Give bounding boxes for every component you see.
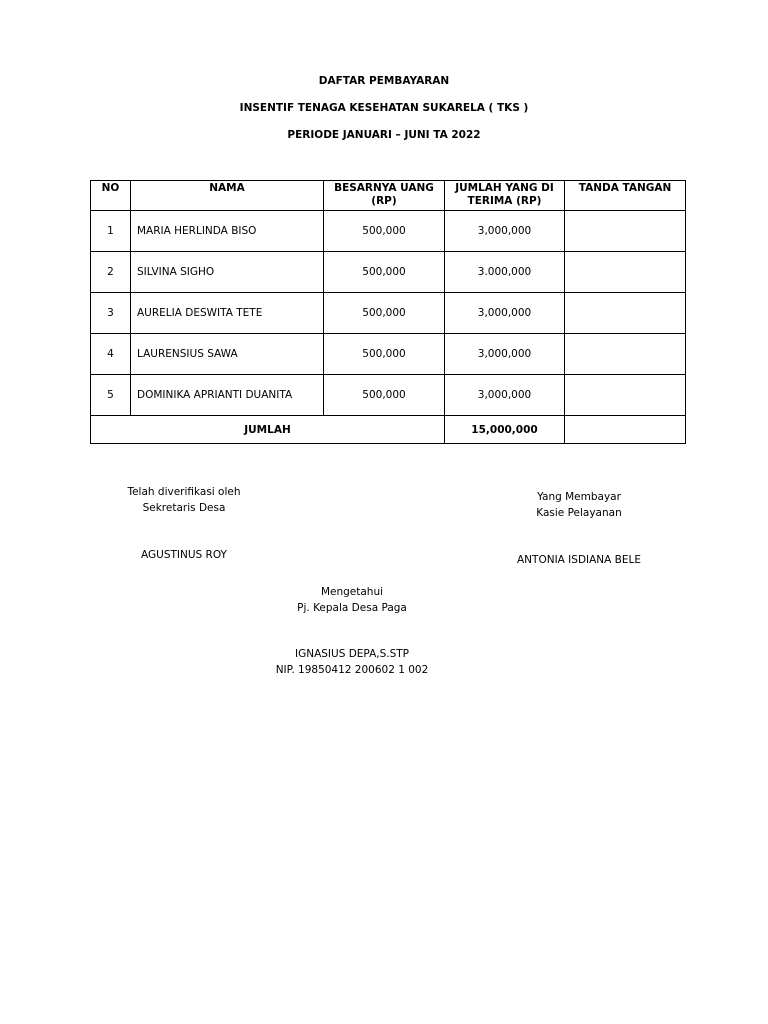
- payer-caption: Yang Membayar: [537, 491, 621, 503]
- row-besarnya: 500,000: [324, 293, 445, 334]
- row-jumlah: 3,000,000: [445, 334, 565, 375]
- document-title: DAFTAR PEMBAYARAN: [318, 75, 450, 87]
- row-no: 2: [91, 252, 131, 293]
- document-period: PERIODE JANUARI – JUNI TA 2022: [287, 129, 481, 141]
- header-besarnya: [324, 181, 445, 211]
- payer-role: Kasie Pelayanan: [536, 507, 622, 519]
- row-tanda-tangan: [565, 252, 686, 293]
- header-jumlah-line1: JUMLAH YANG DI: [455, 182, 554, 194]
- verifier-caption: Telah diverifikasi oleh: [127, 486, 241, 498]
- table-header-row: [91, 181, 686, 211]
- row-jumlah: 3,000,000: [445, 375, 565, 416]
- header-nama: NAMA: [131, 181, 324, 211]
- row-tanda-tangan: [565, 375, 686, 416]
- row-jumlah: 3.000,000: [445, 252, 565, 293]
- header-jumlah-line2: TERIMA (RP): [467, 195, 542, 207]
- document-subtitle: INSENTIF TENAGA KESEHATAN SUKARELA ( TKS ): [239, 102, 529, 114]
- verifier-role: Sekretaris Desa: [142, 502, 226, 514]
- row-besarnya: 500,000: [324, 334, 445, 375]
- row-nama: AURELIA DESWITA TETE: [131, 293, 324, 334]
- approver-caption: Mengetahui: [320, 586, 384, 598]
- row-besarnya: 500,000: [324, 375, 445, 416]
- total-label: JUMLAH: [91, 416, 445, 444]
- row-nama: SILVINA SIGHO: [131, 252, 324, 293]
- table-row: [91, 334, 686, 375]
- approver-role: Pj. Kepala Desa Paga: [297, 602, 407, 614]
- row-nama: DOMINIKA APRIANTI DUANITA: [131, 375, 324, 416]
- total-value: 15,000,000: [445, 416, 565, 444]
- header-tanda-tangan: TANDA TANGAN: [565, 181, 686, 211]
- row-tanda-tangan: [565, 293, 686, 334]
- table-row: [91, 375, 686, 416]
- row-tanda-tangan: [565, 334, 686, 375]
- header-jumlah: [445, 181, 565, 211]
- row-nama: LAURENSIUS SAWA: [131, 334, 324, 375]
- table-total-row: [91, 416, 686, 444]
- header-besarnya-line1: BESARNYA UANG: [334, 182, 434, 194]
- row-jumlah: 3,000,000: [445, 211, 565, 252]
- row-tanda-tangan: [565, 211, 686, 252]
- row-no: 5: [91, 375, 131, 416]
- payment-table: [90, 180, 686, 444]
- row-besarnya: 500,000: [324, 211, 445, 252]
- approver-nip: NIP. 19850412 200602 1 002: [275, 664, 429, 676]
- header-no: NO: [91, 181, 131, 211]
- row-no: 1: [91, 211, 131, 252]
- row-besarnya: 500,000: [324, 252, 445, 293]
- row-jumlah: 3,000,000: [445, 293, 565, 334]
- table-row: [91, 211, 686, 252]
- header-besarnya-line2: (RP): [371, 195, 397, 207]
- total-tanda-tangan: [565, 416, 686, 444]
- row-no: 3: [91, 293, 131, 334]
- table-row: [91, 252, 686, 293]
- payer-name: ANTONIA ISDIANA BELE: [516, 554, 642, 566]
- table-row: [91, 293, 686, 334]
- row-no: 4: [91, 334, 131, 375]
- row-nama: MARIA HERLINDA BISO: [131, 211, 324, 252]
- verifier-name: AGUSTINUS ROY: [141, 549, 227, 561]
- approver-name: IGNASIUS DEPA,S.STP: [294, 648, 410, 660]
